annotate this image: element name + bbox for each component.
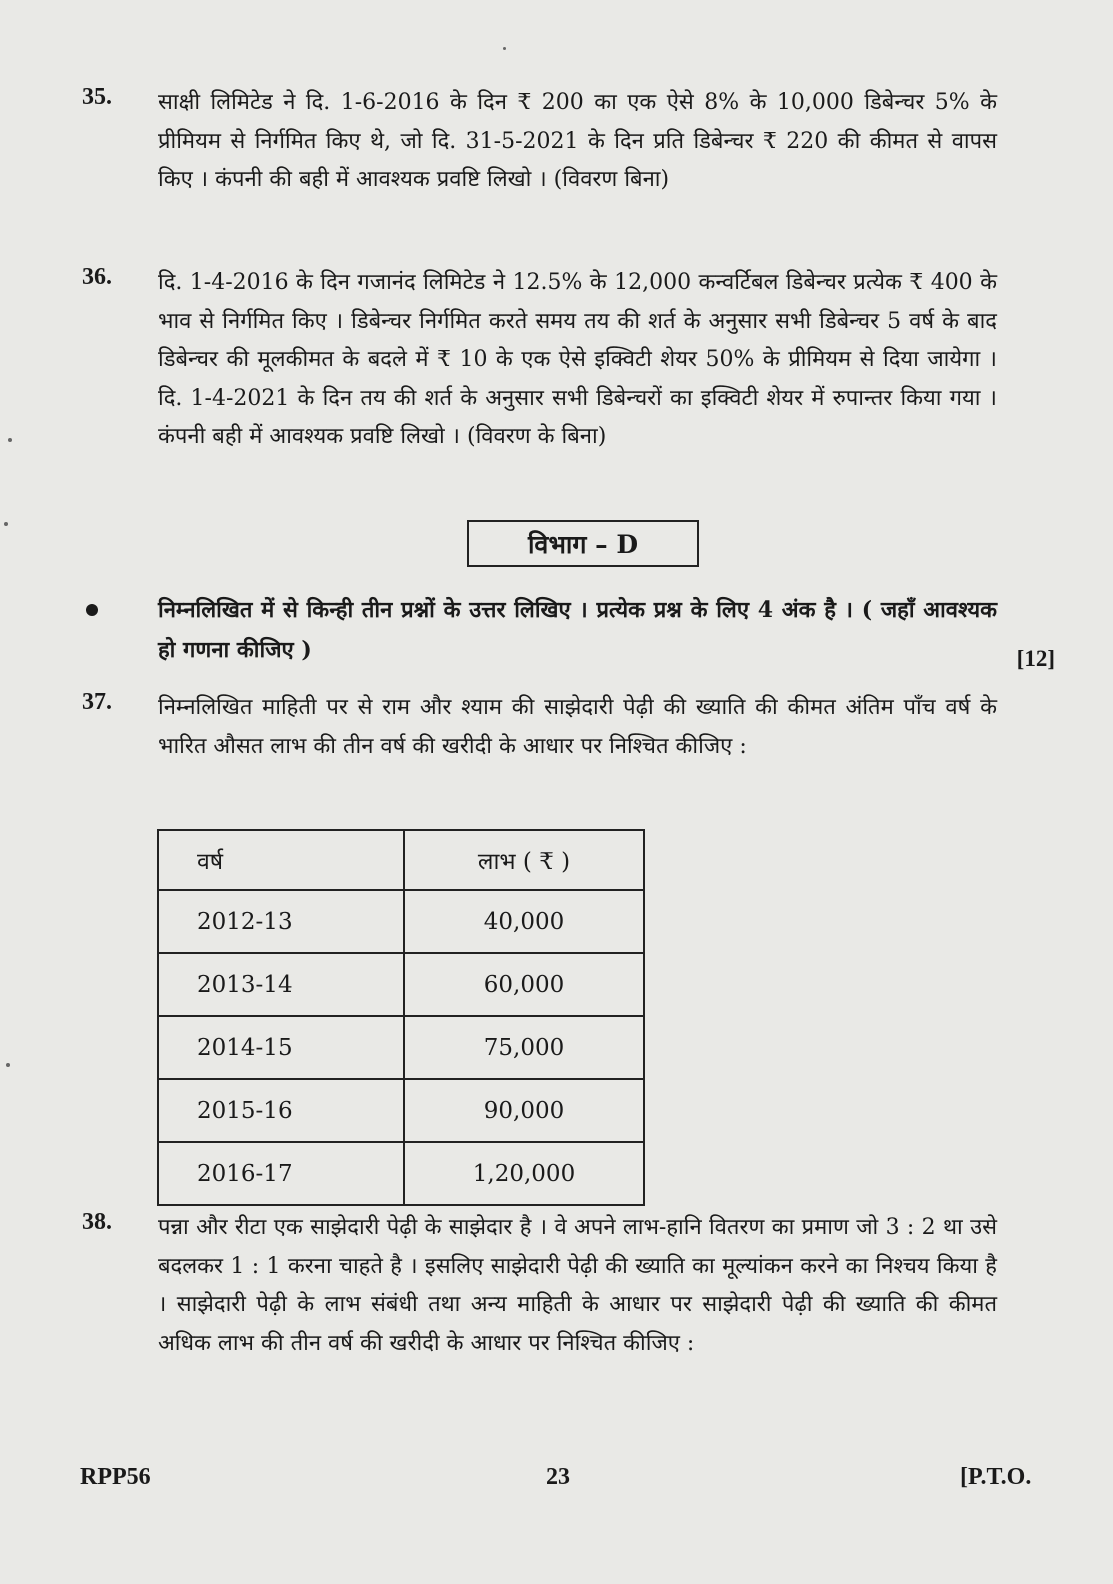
section-marks: [12]: [1016, 646, 1055, 671]
year-cell: 2012-13: [158, 890, 404, 953]
speck: [6, 1063, 10, 1067]
question-text: निम्नलिखित माहिती पर से राम और श्याम की साझेदारी पेढ़ी की ख्याति की कीमत अंतिम पाँच वर्ष के भारित औसत लाभ की तीन वर्ष की खरीदी के आधार पर निश्चित कीजिए :: [158, 695, 997, 759]
bullet-icon: [86, 604, 98, 616]
year-cell: 2013-14: [158, 953, 404, 1016]
year-cell: 2014-15: [158, 1016, 404, 1079]
question-text: दि. 1-4-2016 के दिन गजानंद लिमिटेड ने 12.5% के 12,000 कन्वर्टिबल डिबेन्चर प्रत्येक ₹ 400 के भाव से निर्गमित किए । डिबेन्चर निर्गमित करते समय तय की शर्त के अनुसार सभी डिबेन्चर 5 वर्ष के बाद डिबेन्चर की मूलकीमत के बदले में ₹ 10 के एक ऐसे इक्विटी शेयर 50% के प्रीमियम से दिया जायेगा । दि. 1-4-2021 के दिन तय की शर्त के अनुसार सभी डिबेन्चरों का इक्विटी शेयर में रुपान्तर किया गया । कंपनी बही में आवश्यक प्रवष्टि लिखो । (विवरण के बिना): [158, 270, 997, 449]
speck: [503, 47, 506, 50]
table-header-row: [158, 830, 644, 890]
table-row: [158, 1142, 644, 1205]
header-year: वर्ष: [158, 830, 404, 890]
question-number: 38.: [82, 1209, 112, 1235]
profit-cell: 60,000: [404, 953, 644, 1016]
pto-label: [P.T.O.: [960, 1464, 1032, 1490]
question-text: पन्ना और रीटा एक साझेदारी पेढ़ी के साझेदार है । वे अपने लाभ-हानि वितरण का प्रमाण जो 3 : 2 था उसे बदलकर 1 : 1 करना चाहते है । इसलिए साझेदारी पेढ़ी की ख्याति का मूल्यांकन करने का निश्चय किया है । साझेदारी पेढ़ी के लाभ संबंधी तथा अन्य माहिती के आधार पर साझेदारी पेढ़ी की ख्याति की कीमत अधिक लाभ की तीन वर्ष की खरीदी के आधार पर निश्चित कीजिए :: [158, 1215, 997, 1356]
instruction-text: निम्नलिखित में से किन्ही तीन प्रश्नों के उत्तर लिखिए । प्रत्येक प्रश्न के लिए 4 अंक है । ( जहाँ आवश्यक हो गणना कीजिए ): [158, 597, 997, 663]
paper-code: RPP56: [80, 1464, 151, 1490]
profit-cell: 1,20,000: [404, 1142, 644, 1205]
question-text: साक्षी लिमिटेड ने दि. 1-6-2016 के दिन ₹ 200 का एक ऐसे 8% के 10,000 डिबेन्चर 5% के प्रीमियम से निर्गमित किए थे, जो दि. 31-5-2021 के दिन प्रति डिबेन्चर ₹ 220 की कीमत से वापस किए । कंपनी की बही में आवश्यक प्रवष्टि लिखो । (विवरण बिना): [158, 90, 997, 192]
page-number: 23: [546, 1464, 570, 1490]
section-instruction: [82, 590, 997, 670]
question-number: 37.: [82, 689, 112, 715]
profit-table: [157, 829, 645, 1206]
question-number: 36.: [82, 264, 112, 290]
header-profit: लाभ ( ₹ ): [404, 830, 644, 890]
speck: [4, 522, 8, 526]
profit-cell: 90,000: [404, 1079, 644, 1142]
speck: [8, 438, 12, 442]
profit-cell: 75,000: [404, 1016, 644, 1079]
table-row: [158, 953, 644, 1016]
question-38: [82, 1209, 997, 1363]
profit-cell: 40,000: [404, 890, 644, 953]
table-row: [158, 1016, 644, 1079]
table-row: [158, 1079, 644, 1142]
question-number: 35.: [82, 84, 112, 110]
section-heading: विभाग – D: [467, 520, 699, 567]
year-cell: 2015-16: [158, 1079, 404, 1142]
table-row: [158, 890, 644, 953]
question-35: [82, 84, 997, 200]
question-37: [82, 689, 997, 766]
question-36: [82, 264, 997, 457]
year-cell: 2016-17: [158, 1142, 404, 1205]
